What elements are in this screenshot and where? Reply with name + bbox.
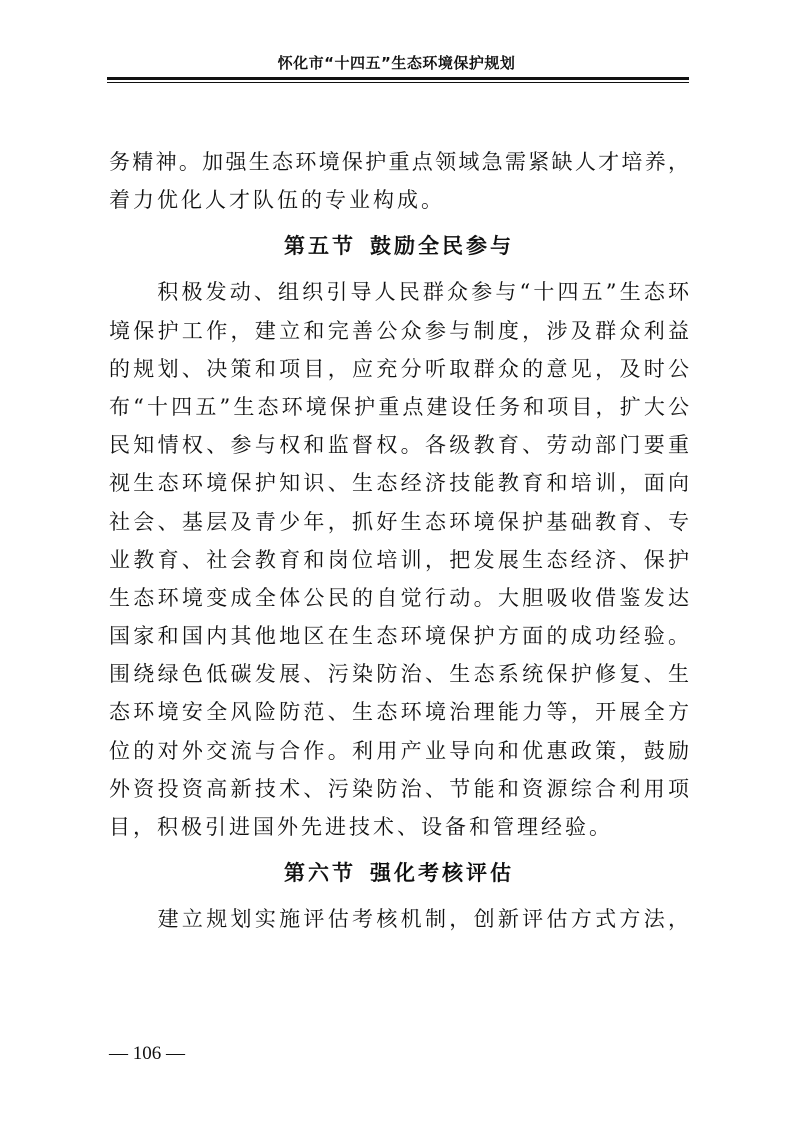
running-header: 怀化市“十四五”生态环境保护规划 bbox=[277, 54, 516, 72]
text-line: 布“十四五”生态环境保护重点建设任务和项目，扩大公 bbox=[109, 394, 689, 419]
text-line: 的规划、决策和项目，应充分听取群众的意见，及时公 bbox=[109, 356, 689, 381]
text-line: 视生态环境保护知识、生态经济技能教育和培训，面向 bbox=[109, 471, 689, 496]
text-line: 境保护工作，建立和完善公众参与制度，涉及群众利益 bbox=[109, 318, 689, 343]
text-line: 民知情权、参与权和监督权。各级教育、劳动部门要重 bbox=[109, 433, 689, 458]
text-line: 社会、基层及青少年，抓好生态环境保护基础教育、专 bbox=[109, 509, 689, 534]
text-line: 目，积极引进国外先进技术、设备和管理经验。 bbox=[109, 815, 613, 839]
page-body bbox=[109, 143, 689, 938]
text-line: 积极发动、组织引导人民群众参与“十四五”生态环 bbox=[109, 280, 689, 305]
text-line: 生态环境变成全体公民的自觉行动。大胆吸收借鉴发达 bbox=[109, 585, 689, 610]
section-heading-6 bbox=[109, 846, 689, 900]
section-number: 第五节 bbox=[284, 234, 356, 259]
text-line: 围绕绿色低碳发展、污染防治、生态系统保护修复、生 bbox=[109, 662, 689, 687]
page-number: — 106 — bbox=[109, 1043, 185, 1064]
text-line: 建立规划实施评估考核机制，创新评估方式方法， bbox=[109, 907, 689, 932]
text-line: 位的对外交流与合作。利用产业导向和优惠政策，鼓励 bbox=[109, 738, 689, 763]
header-rule-thin bbox=[107, 82, 689, 83]
section-heading-5 bbox=[109, 219, 689, 273]
text-line: 着力优化人才队伍的专业构成。 bbox=[109, 188, 445, 213]
text-line: 业教育、社会教育和岗位培训，把发展生态经济、保护 bbox=[109, 547, 689, 572]
text-line: 务精神。加强生态环境保护重点领域急需紧缺人才培养， bbox=[109, 150, 689, 174]
text-line: 外资投资高新技术、污染防治、节能和资源综合利用项 bbox=[109, 776, 689, 801]
header-rule-thick bbox=[107, 77, 689, 80]
section-title: 强化考核评估 bbox=[370, 861, 514, 886]
text-line: 态环境安全风险防范、生态环境治理能力等，开展全方 bbox=[109, 700, 689, 725]
text-line: 国家和国内其他地区在生态环境保护方面的成功经验。 bbox=[109, 624, 689, 649]
section-title: 鼓励全民参与 bbox=[370, 234, 514, 259]
section-number: 第六节 bbox=[284, 861, 356, 886]
